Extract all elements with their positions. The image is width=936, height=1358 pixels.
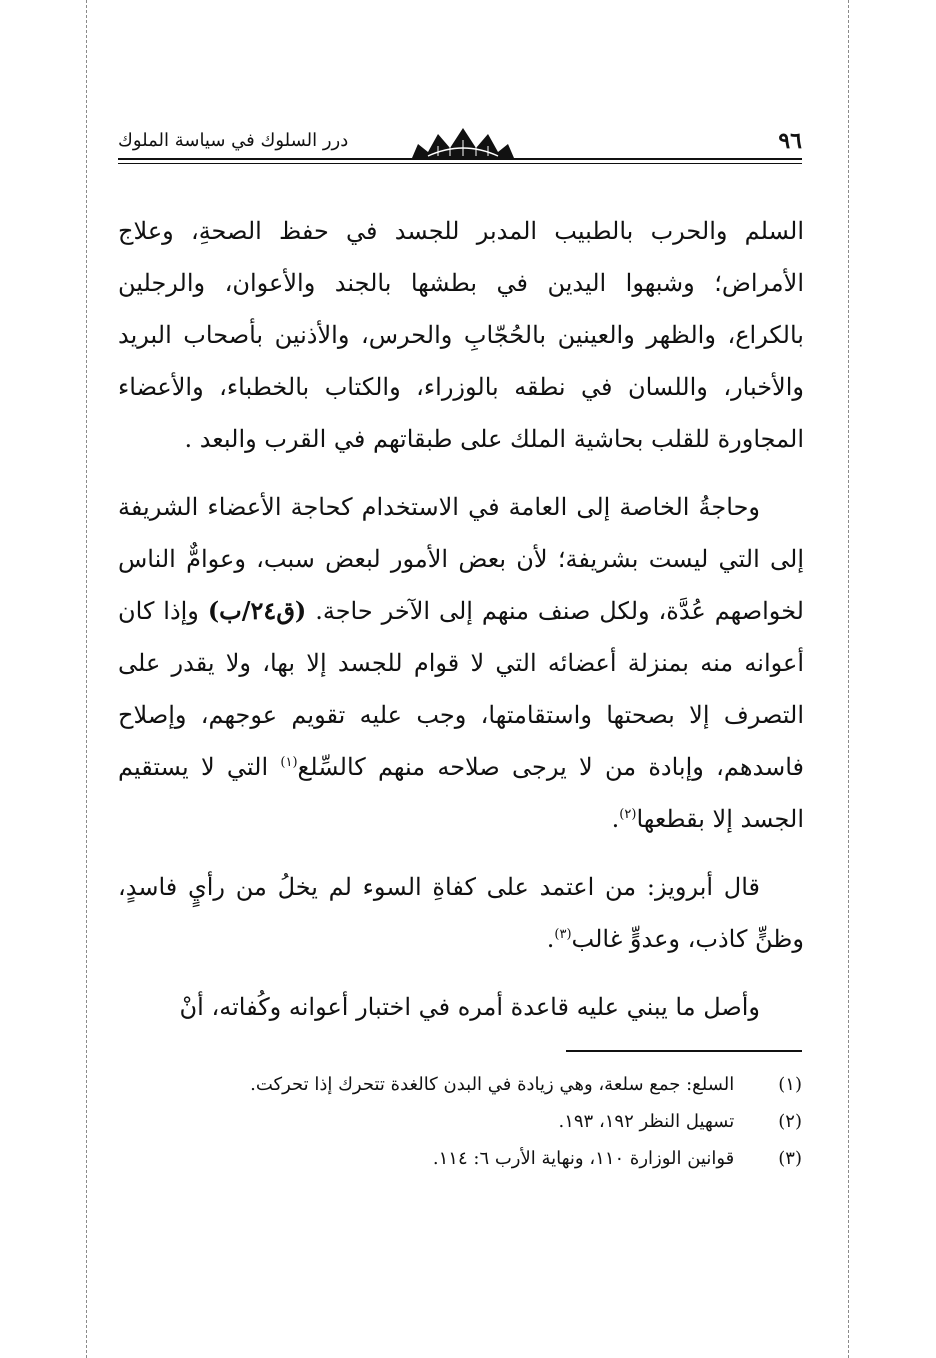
paragraph-2-text-b: وإذا كان أعوانه منه بمنزلة أعضائه التي لا قوام للجسد إلا بها، ولا يقدر على التصرف إلا بصحتها واستقامتها، وجب عليه تقويم عوجهم، وإصلاح فاسدهم، وإبادة من لا يرجى صلاحه منهم كالسِّلع bbox=[118, 597, 804, 781]
footnote-separator bbox=[566, 1050, 802, 1052]
footnote-number: (٢) bbox=[778, 1111, 802, 1132]
header-rule-thick bbox=[118, 158, 802, 160]
footnote-marker-2: (٢) bbox=[619, 807, 637, 822]
footnote-number: (١) bbox=[778, 1074, 802, 1095]
running-title: درر السلوك في سياسة الملوك bbox=[118, 130, 349, 151]
paragraph-2 bbox=[118, 481, 804, 845]
footnote-1 bbox=[130, 1066, 802, 1103]
footnote-text: السلع: جمع سلعة، وهي زيادة في البدن كالغدة تتحرك إذا تحركت. bbox=[250, 1074, 735, 1095]
paragraph-4 bbox=[118, 981, 804, 1033]
scan-guide-line-left bbox=[86, 0, 87, 1358]
paragraph-2-text-a: وحاجةُ الخاصة إلى العامة في الاستخدام كحاجة الأعضاء الشريفة إلى التي ليست بشريفة؛ لأن بعض الأمور لبعض سبب، وعوامٌّ الناس لخواصهم عُدَّة، ولكل صنف منهم إلى الآخر حاجة. bbox=[118, 493, 804, 625]
crown-ornament-icon bbox=[408, 126, 518, 162]
footnote-3 bbox=[130, 1140, 802, 1177]
main-text bbox=[118, 205, 804, 1049]
paragraph-3 bbox=[118, 861, 804, 965]
footnotes bbox=[130, 1066, 802, 1177]
paragraph-1-text: السلم والحرب بالطبيب المدبر للجسد في حفظ الصحةِ، وعلاج الأمراض؛ وشبهوا اليدين في بطشها بالجند والأعوان، والرجلين بالكراع، والظهر والعينين بالحُجّابِ والحرس، والأذنين بأصحاب البريد والأخبار، واللسان في نطقه بالوزراء، والكتاب بالخطباء، والأعضاء المجاورة للقلب بحاشية الملك على طبقاتهم في القرب والبعد . bbox=[118, 217, 804, 453]
footnote-text: قوانين الوزارة ١١٠، ونهاية الأرب ٦: ١١٤. bbox=[432, 1148, 735, 1169]
paragraph-1 bbox=[118, 205, 804, 465]
paragraph-2-end: . bbox=[611, 805, 620, 833]
page-header bbox=[118, 128, 802, 164]
paragraph-2-text-c: التي لا يستقيم الجسد إلا بقطعها bbox=[118, 753, 804, 833]
footnote-marker-3: (٣) bbox=[554, 927, 572, 942]
paragraph-3-text: قال أبرويز: من اعتمد على كفاةِ السوء لم يخلُ من رأيٍ فاسدٍ، وظنٍّ كاذب، وعدوٍّ غالب bbox=[118, 873, 804, 953]
footnote-text: تسهيل النظر ١٩٢، ١٩٣. bbox=[558, 1111, 735, 1132]
paragraph-3-end: . bbox=[546, 925, 555, 953]
page-number: ٩٦ bbox=[778, 128, 802, 154]
footnote-2 bbox=[130, 1103, 802, 1140]
paragraph-4-text: وأصل ما يبني عليه قاعدة أمره في اختبار أعوانه وكُفاته، أنْ bbox=[179, 993, 760, 1021]
header-rule-thin bbox=[118, 163, 802, 164]
scan-guide-line-right bbox=[848, 0, 849, 1358]
manuscript-folio-reference: (ق٢٤/ب) bbox=[207, 596, 307, 625]
footnote-number: (٣) bbox=[778, 1148, 802, 1169]
footnote-marker-1: (١) bbox=[280, 755, 298, 770]
